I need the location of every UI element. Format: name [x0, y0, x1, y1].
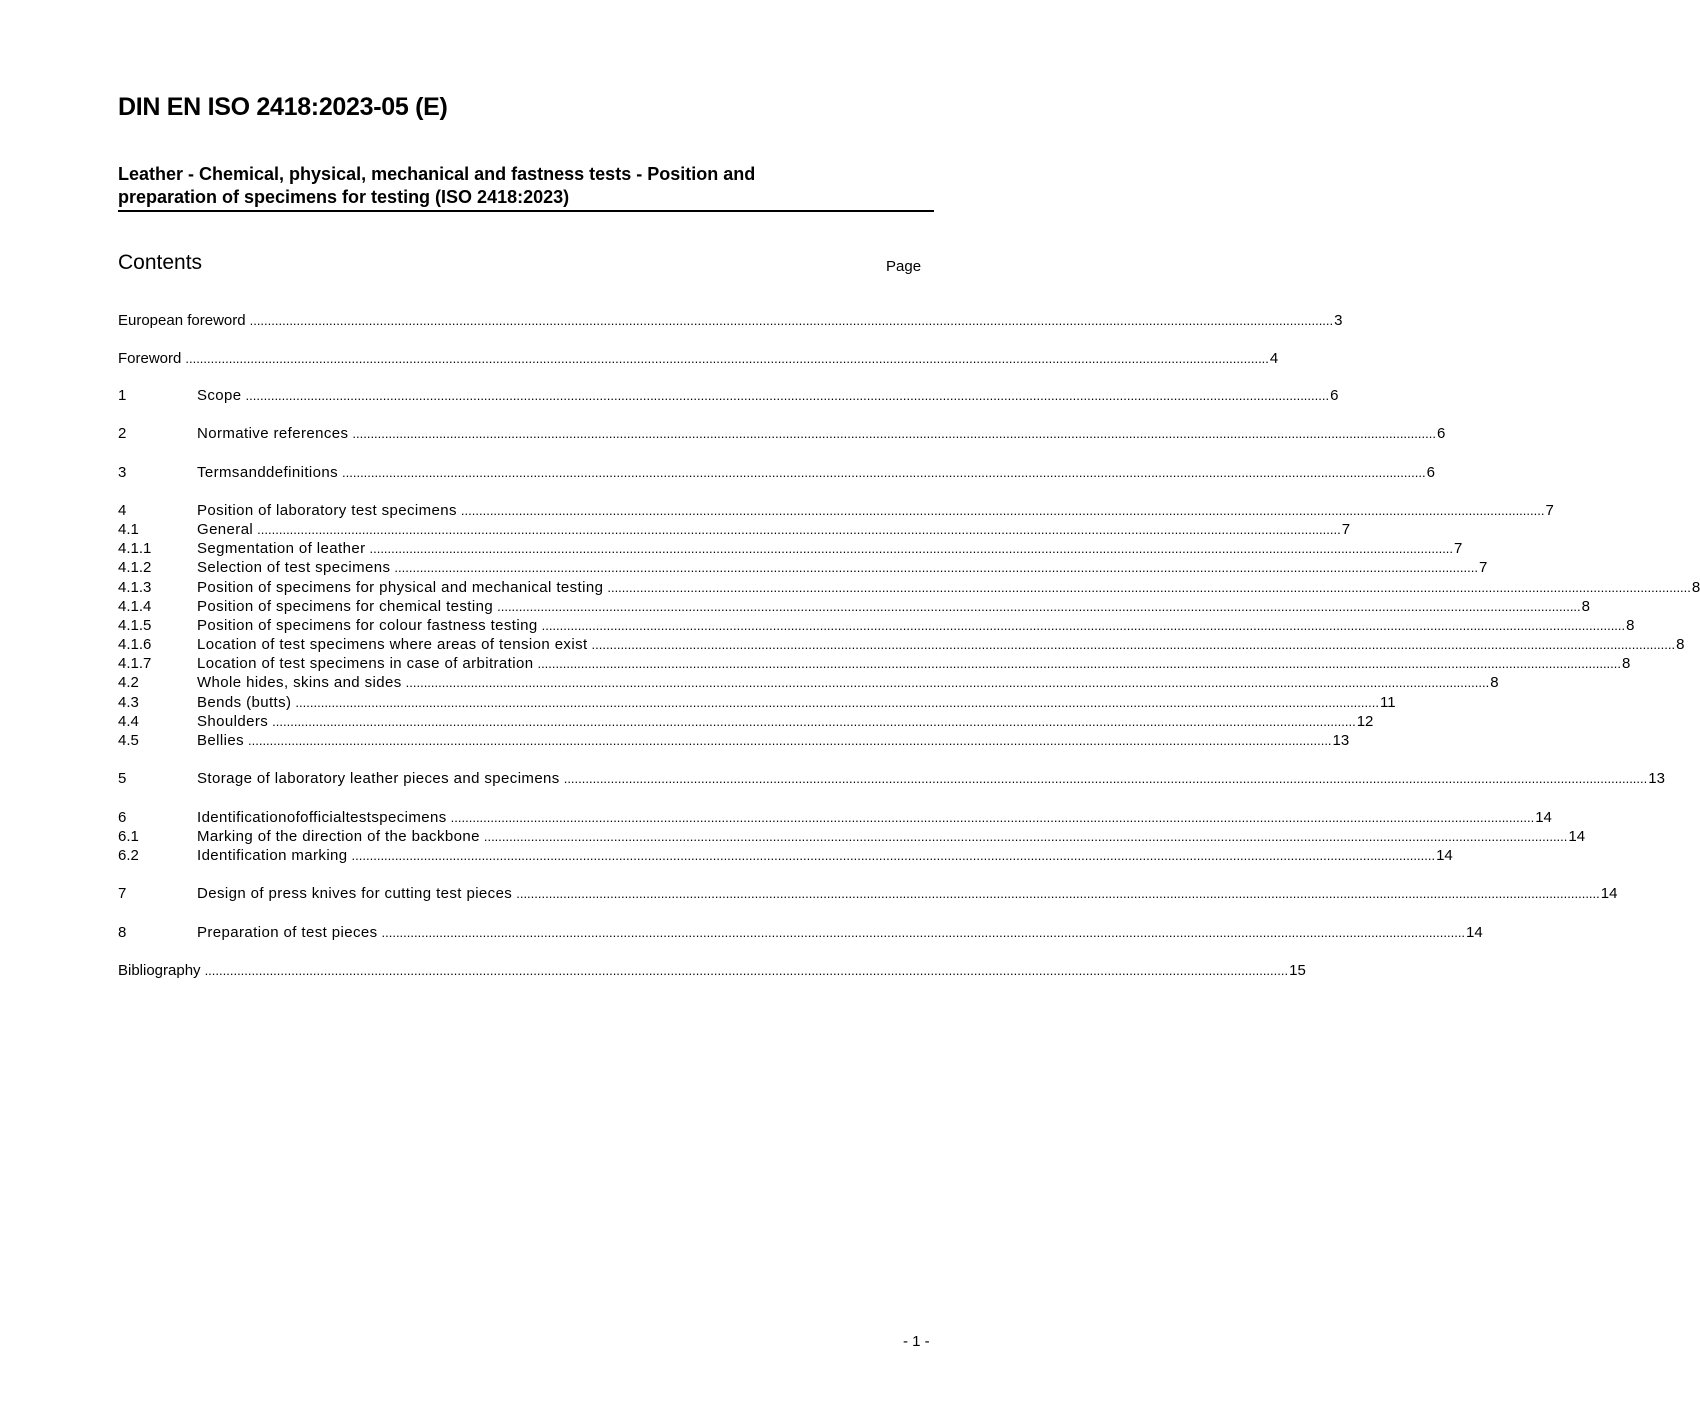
toc-entry[interactable]: [118, 693, 1396, 712]
toc-entry-page: 14: [1600, 885, 1618, 902]
toc-entry-title: Scope: [197, 387, 242, 404]
toc-entry-number: 1: [118, 387, 127, 404]
toc-leader-dots: ............................................................................................................................................................................................................................................................................................................: [369, 541, 1454, 556]
toc-entry-title: Position of specimens for colour fastness testing: [197, 617, 538, 634]
toc-entry[interactable]: [118, 558, 1488, 577]
toc-entry-title: Selection of test specimens: [197, 559, 391, 576]
toc-entry-number: 4.1.5: [118, 617, 152, 634]
toc-entry-title: Position of specimens for physical and mechanical testing: [197, 579, 604, 596]
toc-entry-number: 4.1.7: [118, 655, 152, 672]
toc-entry[interactable]: [118, 961, 1306, 980]
toc-entry-number: 5: [118, 770, 127, 787]
toc-leader-dots: ............................................................................................................................................................................................................................................................................................................: [405, 675, 1490, 690]
toc-leader-dots: ............................................................................................................................................................................................................................................................................................................: [245, 388, 1330, 403]
toc-entry-number: 7: [118, 885, 127, 902]
toc-entry-number: 4: [118, 502, 127, 519]
document-title-line-1: Leather - Chemical, physical, mechanical and fastness tests - Position and: [118, 164, 756, 184]
toc-entry-title: Identificationofofficialtestspecimens: [197, 809, 447, 826]
toc-entry[interactable]: [118, 808, 1552, 827]
toc-entry-page: 8: [1581, 598, 1590, 615]
toc-entry-page: 6: [1426, 464, 1435, 481]
toc-entry-page: 8: [1490, 674, 1499, 691]
toc-entry[interactable]: [118, 673, 1499, 692]
toc-entry-page: 14: [1436, 847, 1453, 864]
toc-entry-number: 4.2: [118, 674, 139, 691]
toc-entry[interactable]: [118, 635, 1685, 654]
toc-entry-page: 13: [1648, 770, 1665, 787]
toc-entry[interactable]: [118, 712, 1374, 731]
toc-leader-dots: ............................................................................................................................................................................................................................................................................................................: [460, 503, 1545, 518]
toc-entry-number: 4.1.2: [118, 559, 152, 576]
toc-entry[interactable]: [118, 463, 1435, 482]
toc-entry-title: Location of test specimens where areas of tension exist: [197, 636, 588, 653]
toc-leader-dots: ............................................................................................................................................................................................................................................................................................................: [497, 599, 1581, 614]
toc-leader-dots: ............................................................................................................................................................................................................................................................................................................: [537, 656, 1621, 671]
toc-entry-title: General: [197, 521, 254, 538]
toc-entry[interactable]: [118, 846, 1453, 865]
contents-heading: Contents: [118, 251, 203, 274]
toc-entry-title: Whole hides, skins and sides: [197, 674, 402, 691]
toc-entry-number: 6: [118, 809, 127, 826]
toc-entry-number: 2: [118, 425, 127, 442]
toc-entry-number: 4.3: [118, 694, 139, 711]
toc-entry-number: 4.1.6: [118, 636, 152, 653]
toc-entry[interactable]: [118, 769, 1665, 788]
toc-entry-number: 4.1.1: [118, 540, 152, 557]
toc-entry-page: 14: [1466, 924, 1483, 941]
toc-entry-page: 15: [1289, 962, 1306, 979]
toc-entry[interactable]: [118, 923, 1483, 942]
toc-entry-page: 13: [1332, 732, 1350, 749]
toc-entry-title: Bellies: [197, 732, 244, 749]
toc-leader-dots: ............................................................................................................................................................................................................................................................................................................: [607, 580, 1691, 595]
toc-entry[interactable]: [118, 349, 1279, 368]
toc-entry[interactable]: [118, 827, 1586, 846]
toc-entry[interactable]: [118, 424, 1446, 443]
toc-leader-dots: ............................................................................................................................................................................................................................................................................................................: [272, 714, 1356, 729]
toc-entry-title: Segmentation of leather: [197, 540, 366, 557]
toc-leader-dots: ............................................................................................................................................................................................................................................................................................................: [381, 925, 1466, 940]
toc-leader-dots: ............................................................................................................................................................................................................................................................................................................: [516, 886, 1600, 901]
toc-entry[interactable]: [118, 311, 1343, 330]
toc-entry-title: Design of press knives for cutting test pieces: [197, 885, 513, 902]
toc-entry-number: 4.1.4: [118, 598, 152, 615]
toc-entry-page: 7: [1341, 521, 1351, 538]
toc-entry[interactable]: [118, 616, 1635, 635]
toc-leader-dots: ............................................................................................................................................................................................................................................................................................................: [351, 848, 1436, 863]
toc-leader-dots: ............................................................................................................................................................................................................................................................................................................: [204, 963, 1289, 978]
toc-entry-page: 7: [1545, 502, 1554, 519]
toc-entry-title: Foreword: [118, 350, 182, 367]
toc-entry-title: Bends (butts): [197, 694, 292, 711]
toc-entry-page: 14: [1535, 809, 1552, 826]
toc-entry[interactable]: [118, 597, 1590, 616]
toc-entry-page: 4: [1269, 350, 1279, 367]
toc-entry-title: Identification marking: [197, 847, 348, 864]
toc-entry-page: 8: [1622, 655, 1631, 672]
toc-entry-page: 12: [1356, 713, 1374, 730]
toc-entry[interactable]: [118, 731, 1350, 750]
toc-leader-dots: ............................................................................................................................................................................................................................................................................................................: [248, 733, 1332, 748]
toc-entry-page: 11: [1379, 694, 1396, 711]
toc-entry-number: 3: [118, 464, 127, 481]
toc-leader-dots: ............................................................................................................................................................................................................................................................................................................: [249, 313, 1334, 328]
toc-entry-number: 4.4: [118, 713, 139, 730]
toc-entry-number: 6.2: [118, 847, 139, 864]
toc-entry-number: 6.1: [118, 828, 139, 845]
page-number: - 1 -: [903, 1333, 930, 1350]
toc-leader-dots: ............................................................................................................................................................................................................................................................................................................: [394, 560, 1478, 575]
document-title: [118, 163, 934, 212]
toc-entry-title: Normative references: [197, 425, 349, 442]
toc-leader-dots: ............................................................................................................................................................................................................................................................................................................: [257, 522, 1341, 537]
toc-entry-page: 8: [1676, 636, 1685, 653]
toc-entry-page: 8: [1691, 579, 1700, 596]
toc-leader-dots: ............................................................................................................................................................................................................................................................................................................: [450, 810, 1535, 825]
toc-entry[interactable]: [118, 654, 1631, 673]
toc-entry[interactable]: [118, 520, 1351, 539]
toc-entry-title: Termsanddefinitions: [197, 464, 339, 481]
toc-entry-number: 8: [118, 924, 127, 941]
toc-leader-dots: ............................................................................................................................................................................................................................................................................................................: [483, 829, 1568, 844]
toc-entry[interactable]: [118, 539, 1463, 558]
page-column-heading: Page: [886, 258, 922, 275]
toc-entry-title: Shoulders: [197, 713, 269, 730]
toc-entry-title: Position of laboratory test specimens: [197, 502, 457, 519]
toc-entry-title: Location of test specimens in case of arbitration: [197, 655, 534, 672]
toc-entry-page: 3: [1334, 312, 1343, 329]
toc-entry-page: 6: [1436, 425, 1446, 442]
document-title-line-2: preparation of specimens for testing (ISO 2418:2023): [118, 187, 570, 207]
document-id: DIN EN ISO 2418:2023-05 (E): [118, 93, 448, 121]
toc-entry-page: 8: [1626, 617, 1635, 634]
toc-entry[interactable]: [118, 578, 1700, 597]
toc-leader-dots: ............................................................................................................................................................................................................................................................................................................: [563, 771, 1648, 786]
toc-leader-dots: ............................................................................................................................................................................................................................................................................................................: [185, 351, 1269, 366]
toc-entry[interactable]: [118, 884, 1618, 903]
toc-leader-dots: ............................................................................................................................................................................................................................................................................................................: [295, 695, 1379, 710]
toc-entry[interactable]: [118, 386, 1339, 405]
toc-leader-dots: ............................................................................................................................................................................................................................................................................................................: [342, 465, 1426, 480]
toc-entry-title: Storage of laboratory leather pieces and specimens: [197, 770, 560, 787]
toc-entry-page: 6: [1330, 387, 1339, 404]
toc-entry-number: 4.5: [118, 732, 139, 749]
toc-entry-page: 7: [1478, 559, 1488, 576]
toc-leader-dots: ............................................................................................................................................................................................................................................................................................................: [352, 426, 1436, 441]
toc-entry-page: 7: [1454, 540, 1463, 557]
toc-entry-title: Preparation of test pieces: [197, 924, 378, 941]
toc-entry-title: Bibliography: [118, 962, 201, 979]
toc-entry-title: Marking of the direction of the backbone: [197, 828, 480, 845]
toc-entry-number: 4.1.3: [118, 579, 152, 596]
toc-entry-title: Position of specimens for chemical testing: [197, 598, 494, 615]
toc-entry[interactable]: [118, 501, 1554, 520]
toc-leader-dots: ............................................................................................................................................................................................................................................................................................................: [591, 637, 1676, 652]
toc-entry-title: European foreword: [118, 312, 246, 329]
toc-entry-page: 14: [1568, 828, 1586, 845]
toc-entry-number: 4.1: [118, 521, 139, 538]
toc-leader-dots: ............................................................................................................................................................................................................................................................................................................: [541, 618, 1626, 633]
